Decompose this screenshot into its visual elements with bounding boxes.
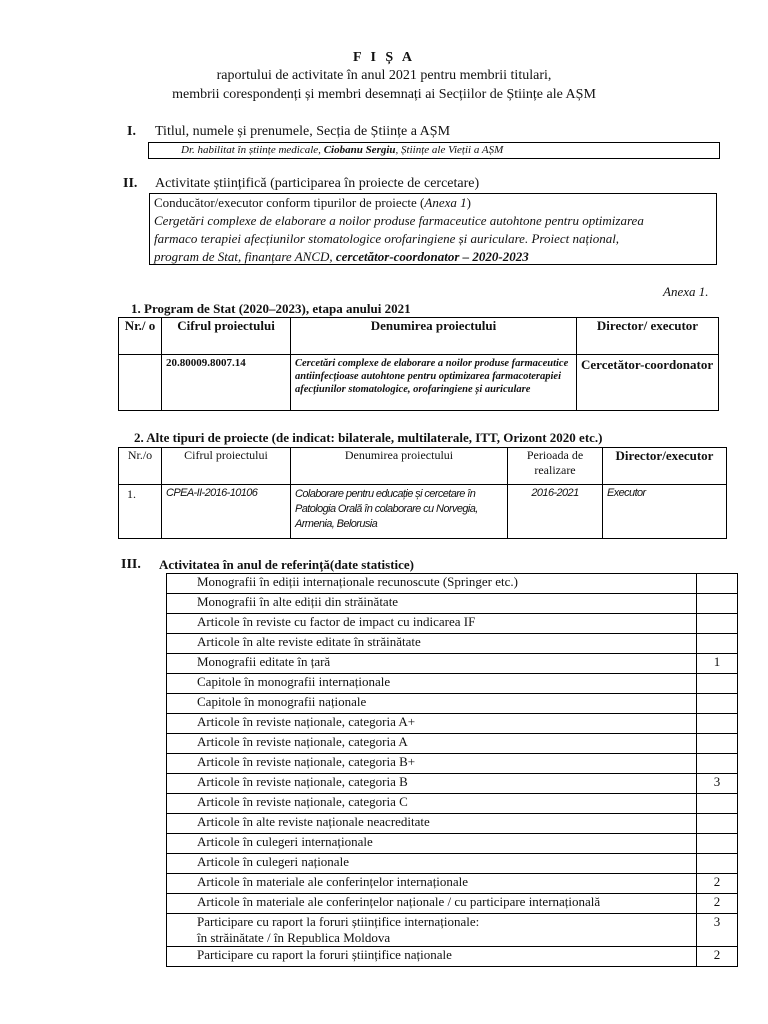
- stat-value: 3: [697, 914, 738, 947]
- section-2-number: II.: [123, 176, 138, 191]
- stat-value: [697, 594, 738, 614]
- stat-label: Articole în reviste cu factor de impact cu indicarea IF: [167, 614, 697, 634]
- stat-value: 2: [697, 947, 738, 967]
- table-row: [167, 654, 738, 674]
- table-2-heading: 2. Alte tipuri de proiecte (de indicat: bilaterale, multilaterale, ITT, Orizont 2020 etc.): [134, 430, 603, 445]
- table-row: [167, 674, 738, 694]
- stat-value: [697, 694, 738, 714]
- column-header-director: Director/ executor: [577, 318, 719, 355]
- table-2: [118, 447, 727, 539]
- cell-name: Cercetări complexe de elaborare a noilor produse farmaceutice antiinfecțioase autohtone pentru optimizarea farmacoterapiei afecțiunilor stomatologice, orofaringiene și auriculare: [291, 355, 577, 411]
- table-row: [167, 874, 738, 894]
- column-header-name: Denumirea proiectului: [291, 448, 508, 485]
- stat-label: Capitole în monografii internaționale: [167, 674, 697, 694]
- cell-nr: 1.: [119, 485, 162, 539]
- stat-label: Articole în reviste naționale, categoria A+: [167, 714, 697, 734]
- section-1-heading: Titlul, numele și prenumele, Secția de Științe a AȘM: [155, 124, 451, 139]
- stat-label: Participare cu raport la foruri științifice internaționale: în străinătate / în Republica Moldova: [167, 914, 697, 947]
- stat-value: [697, 854, 738, 874]
- stat-label: Articole în culegeri internaționale: [167, 834, 697, 854]
- section-3-number: III.: [121, 557, 141, 572]
- table-row: [167, 774, 738, 794]
- column-header-code: Cifrul proiectului: [162, 448, 291, 485]
- column-header-nr: Nr./ o: [119, 318, 162, 355]
- column-header-nr: Nr./o: [119, 448, 162, 485]
- table-1-heading: 1. Program de Stat (2020–2023), etapa anului 2021: [131, 301, 411, 316]
- stat-value: [697, 794, 738, 814]
- cell-period: 2016-2021: [508, 485, 603, 539]
- section-2-box-line-2: Cergetări complexe de elaborare a noilor produse farmaceutice autohtone pentru optimizarea: [154, 213, 644, 228]
- stat-value: 3: [697, 774, 738, 794]
- column-header-director: Director/executor: [603, 448, 727, 485]
- section-2-box-line-4: program de Stat, finanțare ANCD, cercetător-coordonator – 2020-2023: [154, 249, 529, 264]
- table-row: [167, 914, 738, 947]
- section-1-number: I.: [127, 124, 136, 139]
- annex-label: Anexa 1.: [663, 284, 709, 299]
- stat-label: Monografii în ediții internaționale recunoscute (Springer etc.): [167, 574, 697, 594]
- statistics-table: [166, 573, 738, 967]
- table-row: [119, 355, 719, 411]
- table-row: [167, 894, 738, 914]
- cell-code: CPEA-II-2016-10106: [162, 485, 291, 539]
- section-1-value-name: Ciobanu Sergiu: [323, 144, 396, 156]
- stat-value: [697, 754, 738, 774]
- stat-label: Articole în materiale ale conferințelor naționale / cu participare internațională: [167, 894, 697, 914]
- table-row: [167, 794, 738, 814]
- table-row: [167, 614, 738, 634]
- stat-label: Articole în reviste naționale, categoria A: [167, 734, 697, 754]
- stat-label: Articole în reviste naționale, categoria B+: [167, 754, 697, 774]
- section-1-value-box: [148, 142, 720, 159]
- table-row: [167, 947, 738, 967]
- stat-label: Articole în alte reviste naționale neacreditate: [167, 814, 697, 834]
- table-row: [167, 734, 738, 754]
- cell-director: Cercetător-coordonator: [577, 355, 719, 411]
- section-3-heading: Activitatea în anul de referință(date statistice): [159, 557, 415, 572]
- table-row: [167, 574, 738, 594]
- section-2-box-line-3: farmaco terapiei afecțiunilor stomatologice orofaringiene și auriculare. Proiect național,: [154, 231, 620, 246]
- stat-label: Monografii în alte ediții din străinătate: [167, 594, 697, 614]
- column-header-code: Cifrul proiectului: [162, 318, 291, 355]
- stat-label: Capitole în monografii naționale: [167, 694, 697, 714]
- stat-value: [697, 834, 738, 854]
- column-header-period: Perioada de realizare: [508, 448, 603, 485]
- stat-value: 2: [697, 894, 738, 914]
- table-row: [167, 834, 738, 854]
- cell-nr: [119, 355, 162, 411]
- subtitle-line-1: raportului de activitate în anul 2021 pentru membrii titulari,: [216, 68, 552, 83]
- stat-label: Participare cu raport la foruri științifice naționale: [167, 947, 697, 967]
- stat-value: 2: [697, 874, 738, 894]
- table-row: [167, 814, 738, 834]
- subtitle-line-2: membrii corespondenți și membri desemnați ai Secțiilor de Științe ale AȘM: [172, 87, 596, 102]
- stat-value: [697, 614, 738, 634]
- table-row: [167, 754, 738, 774]
- stat-value: [697, 634, 738, 654]
- table-row: [167, 714, 738, 734]
- table-row: [167, 694, 738, 714]
- stat-label: Monografii editate în țară: [167, 654, 697, 674]
- cell-name: Colaborare pentru educație și cercetare în Patologia Orală în colaborare cu Norvegia, Armenia, Belorusia: [291, 485, 508, 539]
- stat-value: [697, 714, 738, 734]
- section-2-heading: Activitate științifică (participarea în proiecte de cercetare): [155, 176, 480, 191]
- section-2-box: [149, 193, 717, 265]
- section-2-box-line-1: Conducător/executor conform tipurilor de proiecte (Anexa 1): [154, 195, 471, 210]
- stat-label: Articole în culegeri naționale: [167, 854, 697, 874]
- table-row: [119, 485, 727, 539]
- cell-director: Executor: [603, 485, 727, 539]
- table-1: [118, 317, 719, 411]
- stat-value: 1: [697, 654, 738, 674]
- stat-label: Articole în materiale ale conferințelor internaționale: [167, 874, 697, 894]
- stat-value: [697, 814, 738, 834]
- stat-value: [697, 734, 738, 754]
- section-1-value-prefix: Dr. habilitat în științe medicale,: [181, 144, 324, 156]
- document-title: F I Ș A: [352, 50, 416, 65]
- stat-label: Articole în reviste naționale, categoria C: [167, 794, 697, 814]
- table-2-header-row: [119, 448, 727, 485]
- stat-value: [697, 574, 738, 594]
- cell-code: 20.80009.8007.14: [162, 355, 291, 411]
- stat-label: Articole în reviste naționale, categoria B: [167, 774, 697, 794]
- stat-label: Articole în alte reviste editate în străinătate: [167, 634, 697, 654]
- table-row: [167, 634, 738, 654]
- stat-value: [697, 674, 738, 694]
- table-row: [167, 854, 738, 874]
- section-1-value-suffix: , Științe ale Vieții a AȘM: [395, 144, 504, 156]
- column-header-name: Denumirea proiectului: [291, 318, 577, 355]
- table-1-header-row: [119, 318, 719, 355]
- table-row: [167, 594, 738, 614]
